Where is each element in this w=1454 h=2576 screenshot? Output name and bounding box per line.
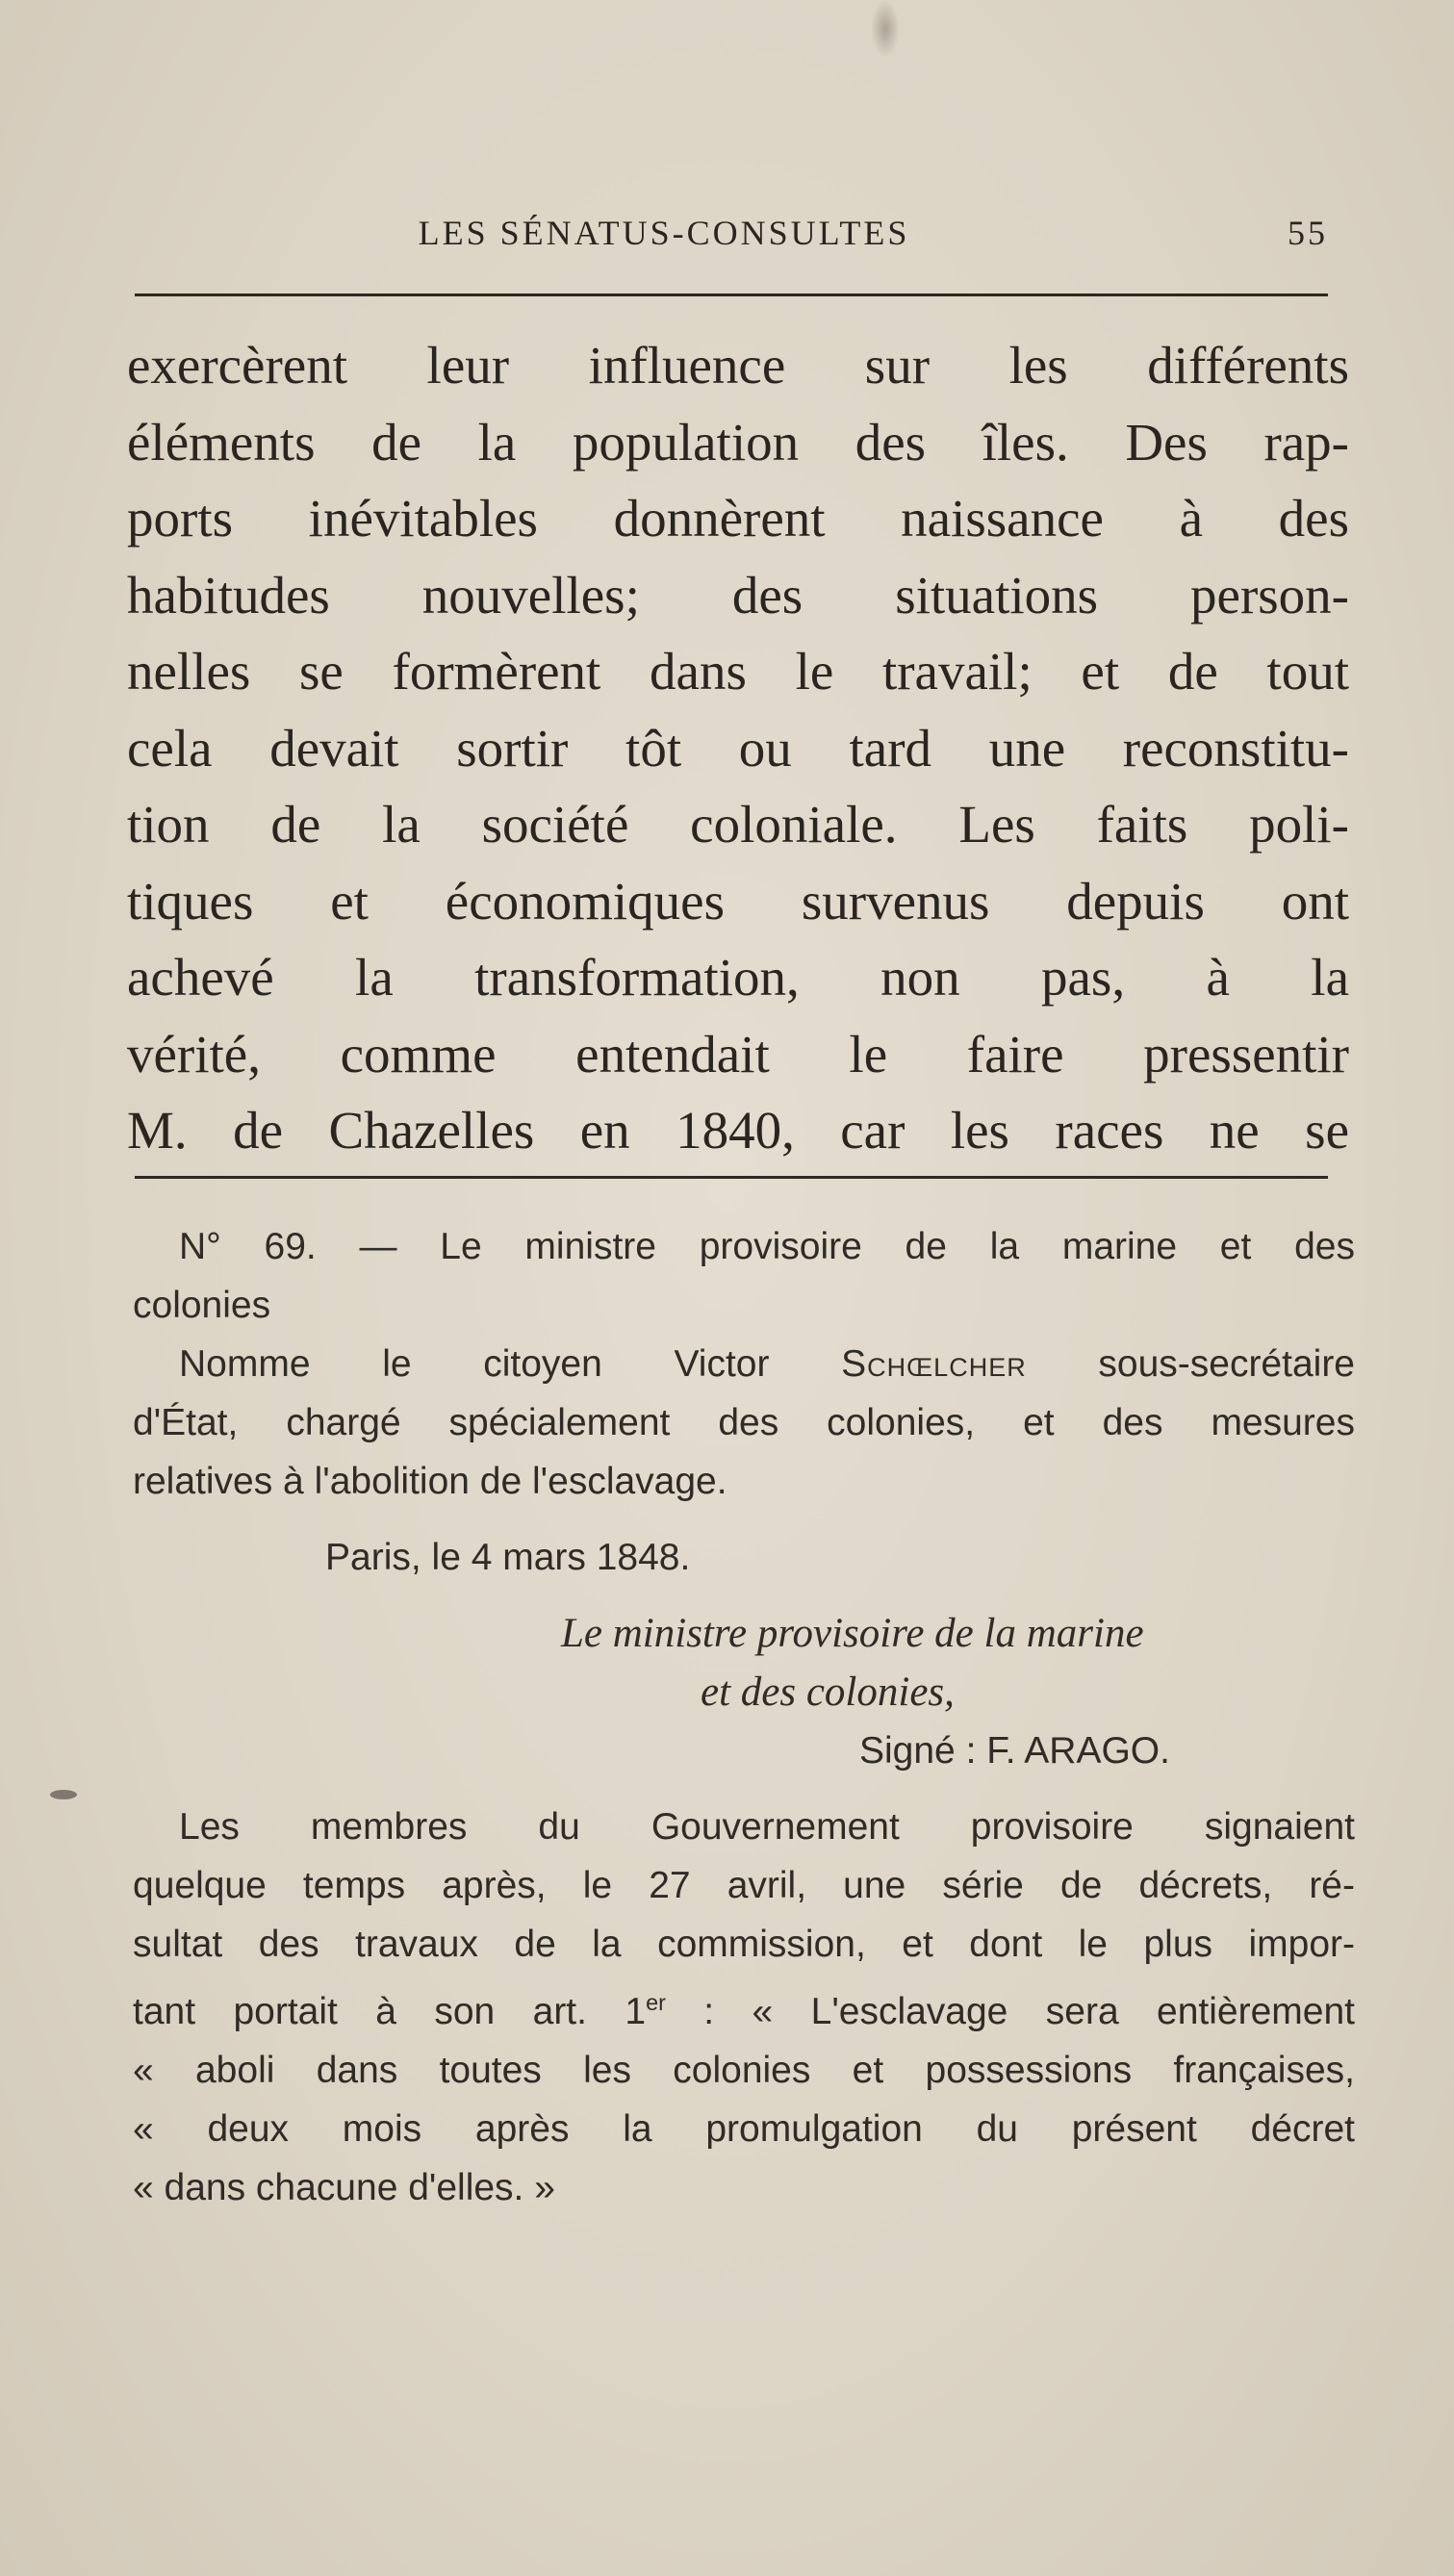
footnote-section: [133, 1217, 1355, 2217]
section-rule: [135, 1176, 1328, 1179]
note-body-line: d'État, chargé spécialement des colonies, et des mesures: [133, 1402, 1355, 1443]
text-line: habitudes nouvelles; des situations person-: [127, 565, 1349, 625]
para-line: Les membres du Gouvernement provisoire signaient: [179, 1806, 1355, 1848]
header-rule: [135, 293, 1328, 296]
note-text: Nomme le citoyen Victor: [179, 1343, 842, 1385]
note-body-line: [133, 1335, 1355, 1393]
note-heading-cont: colonies: [133, 1285, 271, 1326]
text-line: vérité, comme entendait le faire pressentir: [127, 1024, 1349, 1084]
ink-mark: [50, 1790, 77, 1799]
text-line: exercèrent leur influence sur les différents: [127, 336, 1349, 395]
page-number: 55: [1288, 214, 1328, 252]
text-line: tiques et économiques survenus depuis ont: [127, 871, 1349, 931]
ink-smudge: [871, 0, 900, 58]
signature-title-cont: et des colonies,: [701, 1670, 955, 1715]
note-heading: N° 69. — Le ministre provisoire de la marine et des: [179, 1226, 1355, 1267]
text-line: nelles se formèrent dans le travail; et de tout: [127, 642, 1349, 701]
text-line: achevé la transformation, non pas, à la: [127, 948, 1349, 1007]
signature-title: Le ministre provisoire de la marine: [561, 1611, 1144, 1656]
text-line: M. de Chazelles en 1840, car les races ne se: [127, 1101, 1349, 1160]
text-line: ports inévitables donnèrent naissance à des: [127, 489, 1349, 548]
text-line: cela devait sortir tôt ou tard une reconstitu-: [127, 718, 1349, 778]
para-line: « dans chacune d'elles. »: [133, 2167, 555, 2209]
para-line: [133, 1974, 1355, 2041]
signature: Signé : F. ARAGO.: [859, 1730, 1170, 1772]
page-header: [135, 207, 1328, 265]
para-text: tant portait à son art. 1: [133, 1991, 647, 2033]
note-body-line: relatives à l'abolition de l'esclavage.: [133, 1461, 727, 1502]
text-line: éléments de la population des îles. Des rap-: [127, 412, 1349, 472]
running-title: LES SÉNATUS-CONSULTES: [418, 214, 910, 252]
para-line: sultat des travaux de la commission, et dont le plus impor-: [133, 1924, 1355, 1965]
dateline: Paris, le 4 mars 1848.: [325, 1537, 691, 1578]
superscript: er: [646, 1990, 666, 2015]
text-line: tion de la société coloniale. Les faits poli-: [127, 795, 1349, 854]
note-text: sous-secrétaire: [1026, 1343, 1355, 1385]
main-text: [127, 327, 1349, 1169]
person-name: Schœlcher: [841, 1343, 1027, 1385]
para-line: « aboli dans toutes les colonies et possessions françaises,: [133, 2050, 1355, 2092]
para-line: quelque temps après, le 27 avril, une série de décrets, ré-: [133, 1865, 1355, 1906]
para-text: : « L'esclavage sera entièrement: [665, 1991, 1355, 2033]
para-line: « deux mois après la promulgation du présent décret: [133, 2108, 1355, 2151]
